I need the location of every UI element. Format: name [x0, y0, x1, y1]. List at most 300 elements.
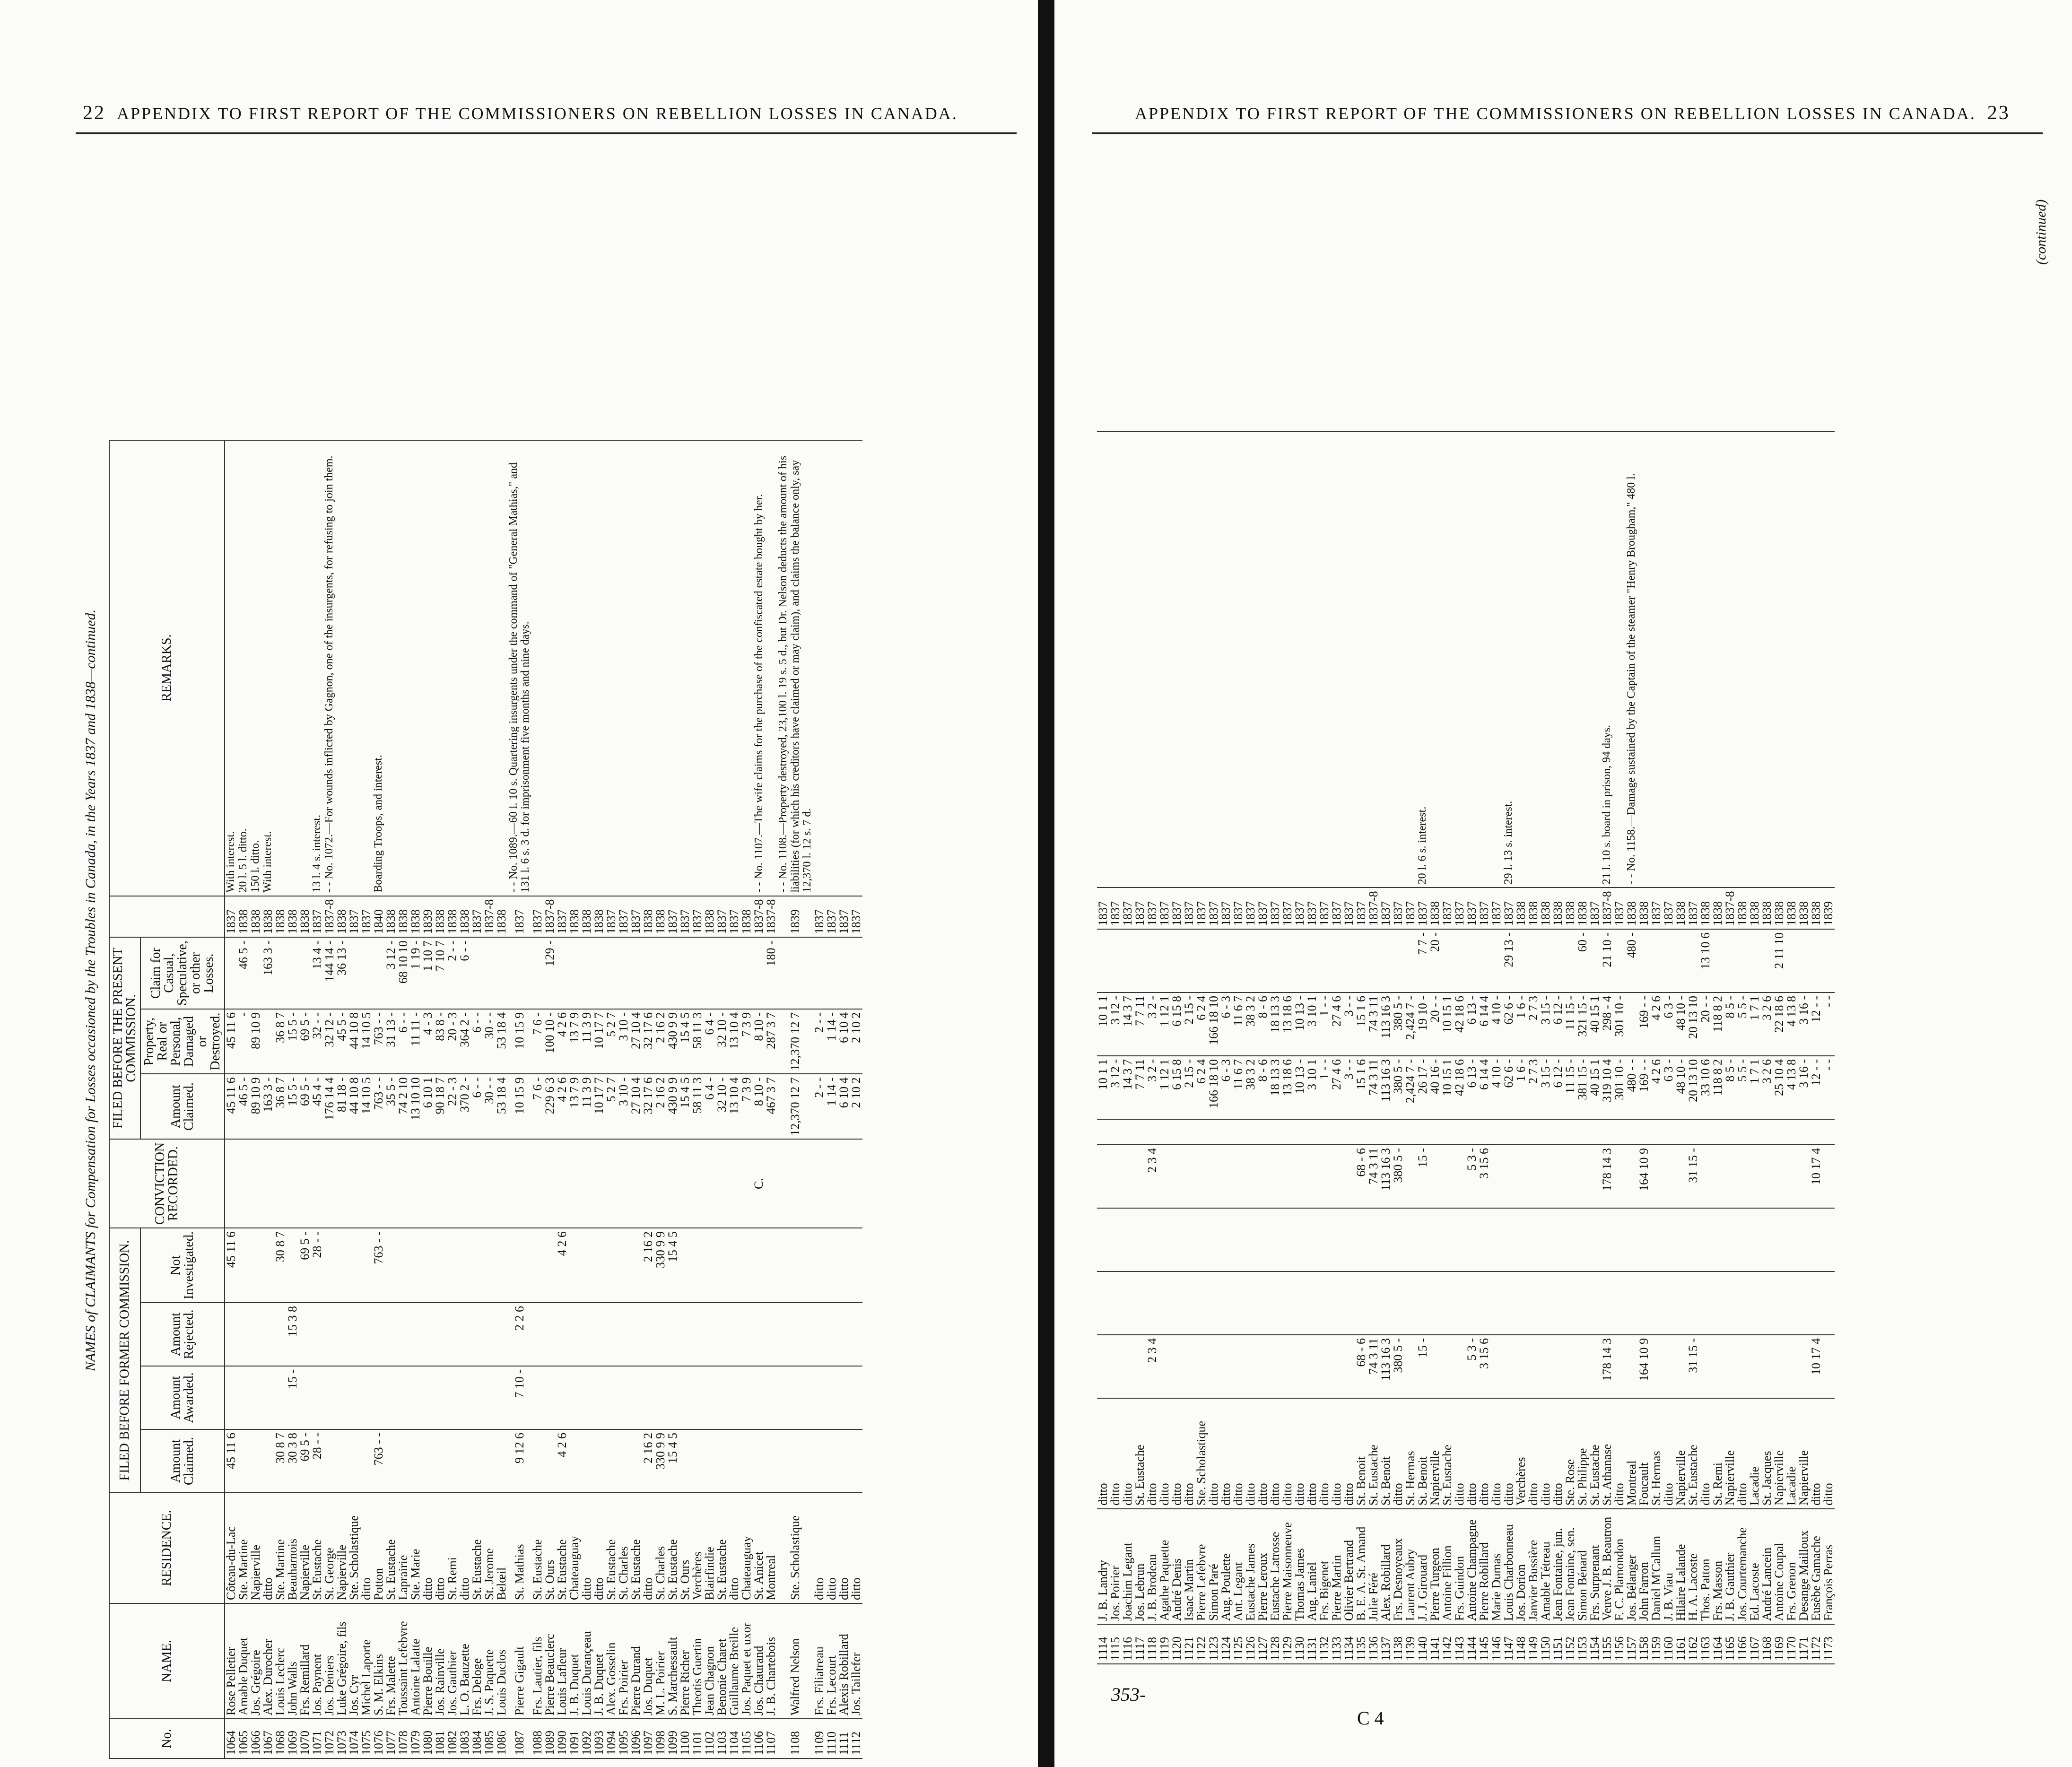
cell-present-claimed: 430 9 9: [667, 1074, 679, 1139]
cell-name: Marie Dumas: [1490, 1509, 1503, 1624]
cell-no: 1166: [1736, 1624, 1749, 1664]
cell-casual: [1331, 929, 1343, 992]
cell-rejected: [1367, 1208, 1380, 1271]
cell-name: Jos. Paquet et uxor: [740, 1603, 753, 1719]
cell-year: 1837: [1613, 888, 1626, 929]
cell-name: Pierre Beauclerc: [544, 1603, 556, 1719]
cell-conviction: [1392, 1119, 1404, 1145]
cell-remarks: [740, 440, 753, 896]
cell-present-claimed: 4 2 6: [1650, 1056, 1663, 1119]
cell-remarks: [1564, 432, 1576, 888]
cell-awarded: [1466, 1271, 1478, 1335]
cell-rejected: [1392, 1208, 1404, 1271]
cell-awarded: [1527, 1271, 1540, 1335]
cell-remarks: [1613, 432, 1626, 888]
cell-residence: Verchères: [1515, 1398, 1527, 1509]
cell-residence: St. Eustache: [1589, 1398, 1601, 1509]
cell-name: Jos. Gauthier: [446, 1603, 459, 1719]
cell-conviction: [409, 1139, 422, 1228]
cell-casual: [654, 937, 667, 1009]
cell-not-investigated: [1663, 1145, 1675, 1208]
cell-residence: ditto: [1220, 1398, 1232, 1509]
cell-property: 3 15 -: [1540, 992, 1552, 1056]
cell-not-investigated: 74 3 11: [1367, 1145, 1380, 1208]
cell-rejected: [1761, 1208, 1773, 1271]
cell-casual: [1650, 929, 1663, 992]
cell-rejected: [642, 1303, 654, 1366]
cell-name: Pierre Robillard: [1478, 1509, 1490, 1624]
cell-rejected: [1122, 1208, 1134, 1271]
cell-residence: ditto: [1257, 1398, 1269, 1509]
cell-no: 1161: [1675, 1624, 1687, 1664]
cell-residence: St. Benoit: [1380, 1398, 1392, 1509]
cell-awarded: [225, 1366, 237, 1429]
cell-property: 15 4 5: [679, 1009, 691, 1074]
cell-former-claimed: [1736, 1335, 1749, 1398]
table-row: [360, 440, 373, 1758]
cell-rejected: [581, 1303, 593, 1366]
cell-remarks: 13 l. 4 s. interest.: [311, 440, 323, 896]
cell-no: 1123: [1208, 1624, 1220, 1664]
cell-no: 1090: [556, 1719, 568, 1758]
cell-no: 1136: [1367, 1624, 1380, 1664]
col-conviction-header: CONVICTION RECORDED.: [109, 1139, 225, 1228]
cell-awarded: [360, 1366, 373, 1429]
cell-no: 1158: [1638, 1624, 1650, 1664]
cell-property: 11 11 -: [409, 1009, 422, 1074]
cell-awarded: [1122, 1271, 1134, 1335]
cell-rejected: [1245, 1208, 1257, 1271]
cell-residence: St. Eustache: [311, 1493, 323, 1603]
cell-residence: ditto: [1269, 1398, 1281, 1509]
cell-rejected: [1503, 1208, 1515, 1271]
cell-name: Jos. Poirier: [1109, 1509, 1122, 1624]
cell-rejected: [1146, 1208, 1158, 1271]
cell-residence: ditto: [1392, 1398, 1404, 1509]
cell-casual: [1183, 929, 1195, 992]
cell-name: Frs. Masson: [1712, 1509, 1724, 1624]
col-remarks-header: REMARKS.: [109, 440, 225, 896]
cell-residence: ditto: [1478, 1398, 1490, 1509]
cell-conviction: [630, 1139, 642, 1228]
cell-name: J. B. Brodeau: [1146, 1509, 1158, 1624]
cell-year: 1838: [1773, 888, 1785, 929]
cell-conviction: [1540, 1119, 1552, 1145]
cell-rejected: [336, 1303, 348, 1366]
cell-remarks: [1232, 432, 1245, 888]
table-row: [311, 440, 323, 1758]
cell-conviction: [1269, 1119, 1281, 1145]
cell-year: 1837-8: [765, 896, 777, 938]
cell-name: L. O. Bauzette: [459, 1603, 471, 1719]
cell-no: 1115: [1109, 1624, 1122, 1664]
cell-remarks: [1294, 432, 1306, 888]
cell-no: 1135: [1355, 1624, 1367, 1664]
cell-remarks: [1281, 432, 1294, 888]
cell-property: 42 18 6: [1454, 992, 1466, 1056]
cell-rejected: [1454, 1208, 1466, 1271]
cell-present-claimed: 7 7 11: [1134, 1056, 1146, 1119]
cell-former-claimed: 45 11 6: [225, 1429, 237, 1493]
table-row: [471, 440, 483, 1758]
cell-year: 1837: [1146, 888, 1158, 929]
cell-remarks: [1429, 432, 1441, 888]
cell-remarks: [1736, 432, 1749, 888]
cell-present-claimed: 8 5 -: [1724, 1056, 1736, 1119]
cell-property: 8 - 6: [1257, 992, 1269, 1056]
cell-residence: ditto: [434, 1493, 446, 1603]
table-row: [1761, 432, 1773, 1664]
cell-no: 1112: [850, 1719, 862, 1758]
table-row: [1478, 432, 1490, 1664]
cell-no: 1074: [348, 1719, 360, 1758]
cell-year: 1837-8: [323, 896, 336, 938]
cell-remarks: [397, 440, 409, 896]
cell-property: 27 10 4: [630, 1009, 642, 1074]
cell-residence: ditto: [1146, 1398, 1158, 1509]
cell-residence: ditto: [1183, 1398, 1195, 1509]
cell-year: 1837: [1122, 888, 1134, 929]
cell-no: 1098: [654, 1719, 667, 1758]
cell-property: 13 18 6: [1281, 992, 1294, 1056]
cell-rejected: [850, 1303, 862, 1366]
cell-casual: [1490, 929, 1503, 992]
cell-name: Alex. Robillard: [1380, 1509, 1392, 1624]
table-row: [1798, 432, 1810, 1664]
cell-property: 8 5 -: [1724, 992, 1736, 1056]
table-row: [1306, 432, 1318, 1664]
cell-conviction: [1687, 1119, 1699, 1145]
cell-casual: [1527, 929, 1540, 992]
cell-no: 1072: [323, 1719, 336, 1758]
cell-casual: 163 3 -: [262, 937, 274, 1009]
cell-former-claimed: [1626, 1335, 1638, 1398]
cell-conviction: [1564, 1119, 1576, 1145]
right-running-head: [1135, 102, 2010, 124]
cell-residence: Verchères: [691, 1493, 704, 1603]
cell-name: Jos. Grégoire: [250, 1603, 262, 1719]
cell-no: 1143: [1454, 1624, 1466, 1664]
cell-property: 7 6 -: [531, 1009, 544, 1074]
cell-remarks: [1478, 432, 1490, 888]
cell-awarded: [348, 1366, 360, 1429]
cell-no: 1066: [250, 1719, 262, 1758]
cell-present-claimed: 58 11 3: [691, 1074, 704, 1139]
cell-residence: St. Eustache: [1687, 1398, 1699, 1509]
cell-casual: 1 10 7: [422, 937, 434, 1009]
cell-year: 1837: [1478, 888, 1490, 929]
cell-no: 1105: [740, 1719, 753, 1758]
cell-conviction: [1257, 1119, 1269, 1145]
cell-rejected: [1343, 1208, 1355, 1271]
cell-rejected: [544, 1303, 556, 1366]
cell-awarded: [838, 1366, 850, 1429]
cell-casual: [728, 937, 740, 1009]
cell-casual: [813, 937, 826, 1009]
cell-conviction: [1638, 1119, 1650, 1145]
cell-remarks: [1380, 432, 1392, 888]
cell-property: 3 10 -: [618, 1009, 630, 1074]
cell-present-claimed: 62 6 -: [1503, 1056, 1515, 1119]
cell-no: 1145: [1478, 1624, 1490, 1664]
cell-remarks: [630, 440, 642, 896]
cell-property: 4 10 -: [1490, 992, 1503, 1056]
cell-awarded: [1724, 1271, 1736, 1335]
cell-not-investigated: [1454, 1145, 1466, 1208]
cell-name: J. J. Girouard: [1417, 1509, 1429, 1624]
cell-not-investigated: 330 9 9: [654, 1228, 667, 1303]
cell-no: 1160: [1663, 1624, 1675, 1664]
cell-name: J. B. Duquet: [568, 1603, 581, 1719]
cell-casual: [1613, 929, 1626, 992]
cell-present-claimed: 113 16 3: [1380, 1056, 1392, 1119]
cell-casual: [1281, 929, 1294, 992]
table-row: [1589, 432, 1601, 1664]
claims-table-right: [1097, 431, 1835, 1664]
cell-residence: ditto: [1454, 1398, 1466, 1509]
cell-awarded: [1269, 1271, 1281, 1335]
cell-year: 1837-8: [1367, 888, 1380, 929]
cell-present-claimed: 11 3 9: [581, 1074, 593, 1139]
cell-name: Janvier Bussière: [1527, 1509, 1540, 1624]
cell-property: 58 11 3: [691, 1009, 704, 1074]
cell-property: 10 15 9: [508, 1009, 531, 1074]
table-row: [753, 440, 765, 1758]
cell-residence: ditto: [1736, 1398, 1749, 1509]
cell-property: 1 14 -: [826, 1009, 838, 1074]
cell-no: 1127: [1257, 1624, 1269, 1664]
cell-former-claimed: [838, 1429, 850, 1493]
cell-conviction: [373, 1139, 385, 1228]
table-row: [704, 440, 716, 1758]
cell-awarded: [1158, 1271, 1171, 1335]
cell-property: 6 4 -: [704, 1009, 716, 1074]
cell-former-claimed: [704, 1429, 716, 1493]
cell-property: [262, 1009, 274, 1074]
cell-remarks: [1699, 432, 1712, 888]
cell-property: 166 18 10: [1208, 992, 1220, 1056]
cell-former-claimed: [1724, 1335, 1736, 1398]
cell-conviction: [813, 1139, 826, 1228]
cell-remarks: [1257, 432, 1269, 888]
cell-property: 1 6 -: [1515, 992, 1527, 1056]
cell-residence: St. Anicet: [753, 1493, 765, 1603]
cell-not-investigated: [1441, 1145, 1454, 1208]
cell-residence: Napierville: [299, 1493, 311, 1603]
cell-awarded: [397, 1366, 409, 1429]
cell-awarded: [753, 1366, 765, 1429]
cell-year: 1837: [1650, 888, 1663, 929]
cell-casual: [850, 937, 862, 1009]
cell-casual: [556, 937, 568, 1009]
cell-present-claimed: 10 1 1: [1097, 1056, 1109, 1119]
cell-casual: [250, 937, 262, 1009]
cell-casual: [753, 937, 765, 1009]
cell-year: 1838: [1515, 888, 1527, 929]
cell-not-investigated: [605, 1228, 618, 1303]
cell-residence: St. Eustache: [1134, 1398, 1146, 1509]
cell-not-investigated: [1331, 1145, 1343, 1208]
cell-former-claimed: 30 8 7: [274, 1429, 287, 1493]
cell-no: 1165: [1724, 1624, 1736, 1664]
cell-casual: [1822, 929, 1835, 992]
cell-residence: St. Jacques: [1761, 1398, 1773, 1509]
cell-residence: St. Eustache: [630, 1493, 642, 1603]
cell-present-claimed: 2 16 2: [654, 1074, 667, 1139]
cell-property: 8 10 -: [753, 1009, 765, 1074]
cell-not-investigated: [838, 1228, 850, 1303]
cell-rejected: [373, 1303, 385, 1366]
cell-year: 1838: [642, 896, 654, 938]
cell-rejected: [1663, 1208, 1675, 1271]
cell-property: 3 12 -: [1109, 992, 1122, 1056]
cell-name: H. A. Lacoste: [1687, 1509, 1699, 1624]
cell-former-claimed: [422, 1429, 434, 1493]
cell-awarded: [1515, 1271, 1527, 1335]
cell-rejected: [1552, 1208, 1564, 1271]
cell-year: 1838: [1540, 888, 1552, 929]
cell-conviction: [1343, 1119, 1355, 1145]
cell-former-claimed: 2 3 4: [1146, 1335, 1158, 1398]
cell-name: B. E. A. St. Amand: [1355, 1509, 1367, 1624]
cell-rejected: [1736, 1208, 1749, 1271]
cell-residence: Ste. Martine: [274, 1493, 287, 1603]
cell-year: 1837: [1245, 888, 1257, 929]
cell-remarks: [1749, 432, 1761, 888]
cell-name: Jean Chagnon: [704, 1603, 716, 1719]
cell-rejected: [838, 1303, 850, 1366]
cell-property: 83 8 -: [434, 1009, 446, 1074]
cell-present-claimed: 176 14 4: [323, 1074, 336, 1139]
cell-not-investigated: [1650, 1145, 1663, 1208]
cell-former-claimed: [1552, 1335, 1564, 1398]
cell-present-claimed: 32 10 -: [716, 1074, 728, 1139]
table-row: [1675, 432, 1687, 1664]
table-row: [237, 440, 250, 1758]
cell-casual: [287, 937, 299, 1009]
table-row: [496, 440, 508, 1758]
cell-present-claimed: 44 10 8: [348, 1074, 360, 1139]
cell-year: 1837: [1171, 888, 1183, 929]
cell-awarded: [618, 1366, 630, 1429]
cell-former-claimed: [1441, 1335, 1454, 1398]
cell-awarded: [1736, 1271, 1749, 1335]
cell-year: 1838: [704, 896, 716, 938]
cell-former-claimed: 380 5 -: [1392, 1335, 1404, 1398]
cell-rejected: [1318, 1208, 1331, 1271]
cell-present-claimed: 3 10 1: [1306, 1056, 1318, 1119]
cell-name: Isaac Martin: [1183, 1509, 1195, 1624]
cell-conviction: [1367, 1119, 1380, 1145]
cell-remarks: [483, 440, 496, 896]
table-row: [373, 440, 385, 1758]
cell-remarks: [544, 440, 556, 896]
cell-name: Aug. Poulette: [1220, 1509, 1232, 1624]
table-row: [1122, 432, 1134, 1664]
cell-former-claimed: [237, 1429, 250, 1493]
cell-former-claimed: [1183, 1335, 1195, 1398]
cell-property: 3 - -: [1343, 992, 1355, 1056]
cell-property: 32 - -: [311, 1009, 323, 1074]
cell-name: Rose Pelletier: [225, 1603, 237, 1719]
cell-rejected: [1404, 1208, 1417, 1271]
cell-rejected: [434, 1303, 446, 1366]
cell-conviction: [556, 1139, 568, 1228]
cell-casual: [1097, 929, 1109, 992]
cell-awarded: [1822, 1271, 1835, 1335]
table-row: [1245, 432, 1257, 1664]
cell-no: 1167: [1749, 1624, 1761, 1664]
table-row: [262, 440, 274, 1758]
cell-present-claimed: 301 10 -: [1613, 1056, 1626, 1119]
cell-conviction: [1097, 1119, 1109, 1145]
cell-property: 3 16 -: [1798, 992, 1810, 1056]
cell-casual: [1564, 929, 1576, 992]
cell-year: 1837: [471, 896, 483, 938]
cell-conviction: [667, 1139, 679, 1228]
cell-casual: [531, 937, 544, 1009]
cell-conviction: [1527, 1119, 1540, 1145]
cell-awarded: [704, 1366, 716, 1429]
cell-year: 1837: [1380, 888, 1392, 929]
cell-rejected: [1109, 1208, 1122, 1271]
cell-awarded: [274, 1366, 287, 1429]
cell-no: 1095: [618, 1719, 630, 1758]
cell-residence: St. Jerome: [483, 1493, 496, 1603]
cell-no: 1116: [1122, 1624, 1134, 1664]
cell-awarded: [1294, 1271, 1306, 1335]
cell-property: 12,370 12 7: [777, 1009, 813, 1074]
cell-name: Jos. Courtemanche: [1736, 1509, 1749, 1624]
cell-present-claimed: 169 - -: [1638, 1056, 1650, 1119]
cell-not-investigated: [336, 1228, 348, 1303]
table-row: [1785, 432, 1798, 1664]
cell-not-investigated: [593, 1228, 605, 1303]
cell-casual: [1454, 929, 1466, 992]
cell-remarks: [348, 440, 360, 896]
cell-not-investigated: 15 -: [1417, 1145, 1429, 1208]
cell-awarded: [716, 1366, 728, 1429]
cell-present-claimed: 38 3 2: [1245, 1056, 1257, 1119]
cell-former-claimed: [1576, 1335, 1589, 1398]
cell-residence: St. Mathias: [508, 1493, 531, 1603]
cell-year: 1837: [360, 896, 373, 938]
cell-conviction: [740, 1139, 753, 1228]
cell-property: 10 15 1: [1441, 992, 1454, 1056]
cell-present-claimed: 69 5 -: [299, 1074, 311, 1139]
cell-casual: [225, 937, 237, 1009]
cell-awarded: [1798, 1271, 1810, 1335]
table-row: [422, 440, 434, 1758]
cell-awarded: [409, 1366, 422, 1429]
cell-name: J. S. Paquette: [483, 1603, 496, 1719]
cell-former-claimed: [777, 1429, 813, 1493]
cell-not-investigated: [1761, 1145, 1773, 1208]
cell-property: 6 15 8: [1171, 992, 1183, 1056]
cell-residence: ditto: [1490, 1398, 1503, 1509]
cell-no: 1156: [1613, 1624, 1626, 1664]
cell-awarded: [471, 1366, 483, 1429]
cell-property: 32 12 -: [323, 1009, 336, 1074]
cell-present-claimed: 15 1 6: [1355, 1056, 1367, 1119]
cell-conviction: [1146, 1119, 1158, 1145]
cell-casual: 1 19 -: [409, 937, 422, 1009]
cell-year: 1838: [581, 896, 593, 938]
cell-not-investigated: [716, 1228, 728, 1303]
cell-rejected: [593, 1303, 605, 1366]
cell-year: 1837: [716, 896, 728, 938]
cell-residence: St. Charles: [654, 1493, 667, 1603]
